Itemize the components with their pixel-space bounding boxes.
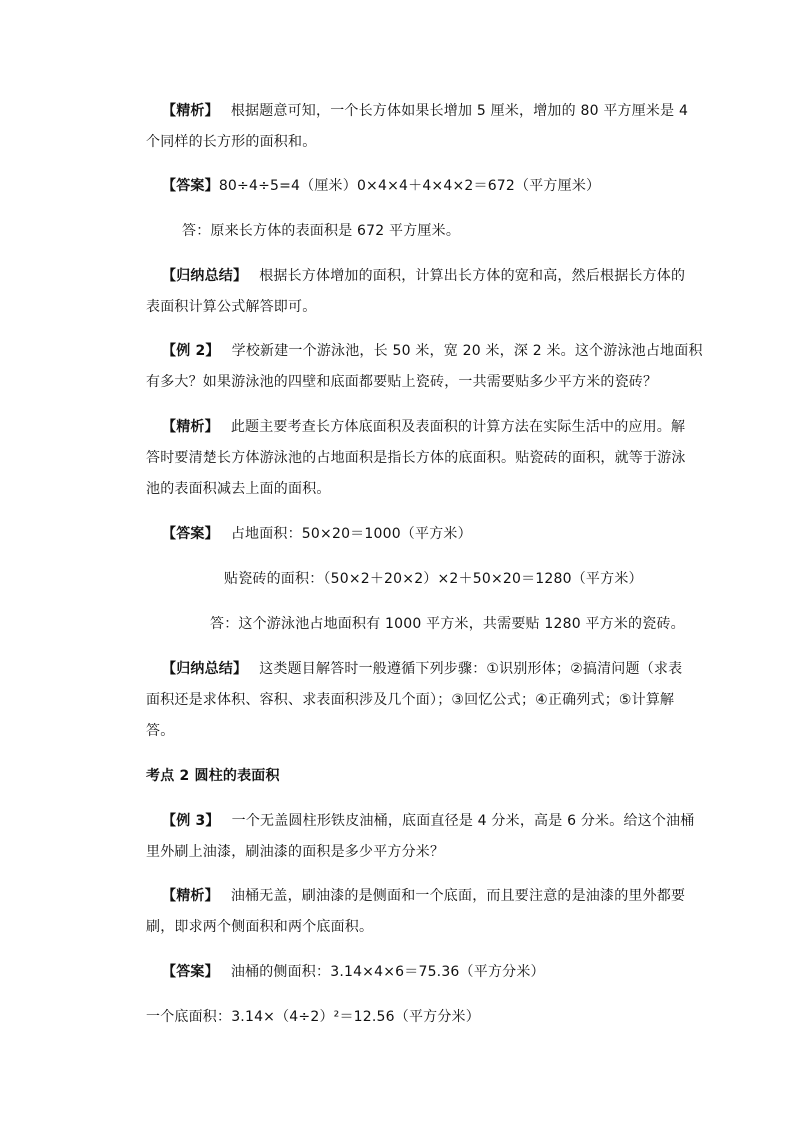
example-3-question	[162, 811, 694, 831]
example-3-label: 【例 3】	[162, 813, 220, 829]
analysis-text-line: 刷，即求两个侧面积和两个底面积。	[146, 919, 374, 935]
summary-label: 【归纳总结】	[162, 661, 248, 677]
analysis-label: 【精析】	[162, 419, 219, 435]
analysis-label: 【精析】	[162, 103, 219, 119]
answer-label: 【答案】	[162, 526, 219, 542]
analysis-text: 根据题意可知，一个长方体如果长增加 5 厘米，增加的 80 平方厘米是 4	[230, 103, 689, 119]
question-text: 一个无盖圆柱形铁皮油桶，底面直径是 4 分米，高是 6 分米。给这个油桶	[231, 813, 695, 829]
summary-text-line: 答。	[146, 723, 175, 739]
analysis-text: 油桶无盖，刷油漆的是侧面和一个底面，而且要注意的是油漆的里外都要	[230, 888, 686, 904]
summary-text: 这类题目解答时一般遵循下列步骤：①识别形体；②搞清问题（求表	[259, 661, 683, 677]
analysis-label: 【精析】	[162, 888, 219, 904]
summary-text-line: 面积还是求体积、容积、求表面积涉及几个面）；③回忆公式；④正确列式；⑤计算解	[146, 692, 675, 708]
answer-conclusion: 答：这个游泳池占地面积有 1000 平方米，共需要贴 1280 平方米的瓷砖。	[210, 616, 685, 632]
summary-label: 【归纳总结】	[162, 268, 248, 284]
analysis-text-line: 个同样的长方形的面积和。	[146, 134, 317, 150]
answer-label: 【答案】	[162, 964, 219, 980]
example-2-label: 【例 2】	[162, 343, 220, 359]
summary-text: 根据长方体增加的面积，计算出长方体的宽和高，然后根据长方体的	[259, 268, 686, 284]
answer-paragraph-2	[162, 524, 472, 544]
analysis-text-line: 池的表面积减去上面的面积。	[146, 481, 331, 497]
answer-formula: 一个底面积：3.14×（4÷2）²＝12.56（平方分米）	[146, 1009, 480, 1025]
answer-text: 油桶的侧面积：3.14×4×6＝75.36（平方分米）	[230, 964, 545, 980]
question-text-line: 里外刷上油漆，刷油漆的面积是多少平方分米？	[146, 844, 445, 860]
analysis-text: 此题主要考查长方体底面积及表面积的计算方法在实际生活中的应用。解	[230, 419, 686, 435]
summary-text-line: 表面积计算公式解答即可。	[146, 299, 317, 315]
example-2-question	[162, 341, 703, 361]
summary-paragraph-2	[162, 659, 682, 679]
question-text-line: 有多大？如果游泳池的四壁和底面都要贴上瓷砖，一共需要贴多少平方米的瓷砖？	[146, 374, 658, 390]
answer-paragraph-3	[162, 962, 545, 982]
answer-text: 占地面积：50×20＝1000（平方米）	[230, 526, 472, 542]
answer-conclusion: 答：原来长方体的表面积是 672 平方厘米。	[182, 223, 461, 239]
answer-formula: 贴瓷砖的面积：（50×2＋20×2）×2＋50×20＝1280（平方米）	[224, 571, 643, 587]
answer-label: 【答案】	[162, 178, 219, 194]
analysis-paragraph-2	[162, 417, 685, 437]
answer-paragraph-1	[162, 176, 600, 196]
answer-text: 80÷4÷5=4（厘米）0×4×4＋4×4×2＝672（平方厘米）	[218, 178, 601, 194]
summary-paragraph-1	[162, 266, 685, 286]
section-heading: 考点 2 圆柱的表面积	[146, 768, 280, 784]
analysis-paragraph-3	[162, 886, 685, 906]
analysis-text-line: 答时要清楚长方体游泳池的占地面积是指长方体的底面积。贴瓷砖的面积，就等于游泳	[146, 450, 686, 466]
analysis-paragraph-1	[162, 101, 688, 121]
question-text: 学校新建一个游泳池，长 50 米，宽 20 米，深 2 米。这个游泳池占地面积	[231, 343, 703, 359]
